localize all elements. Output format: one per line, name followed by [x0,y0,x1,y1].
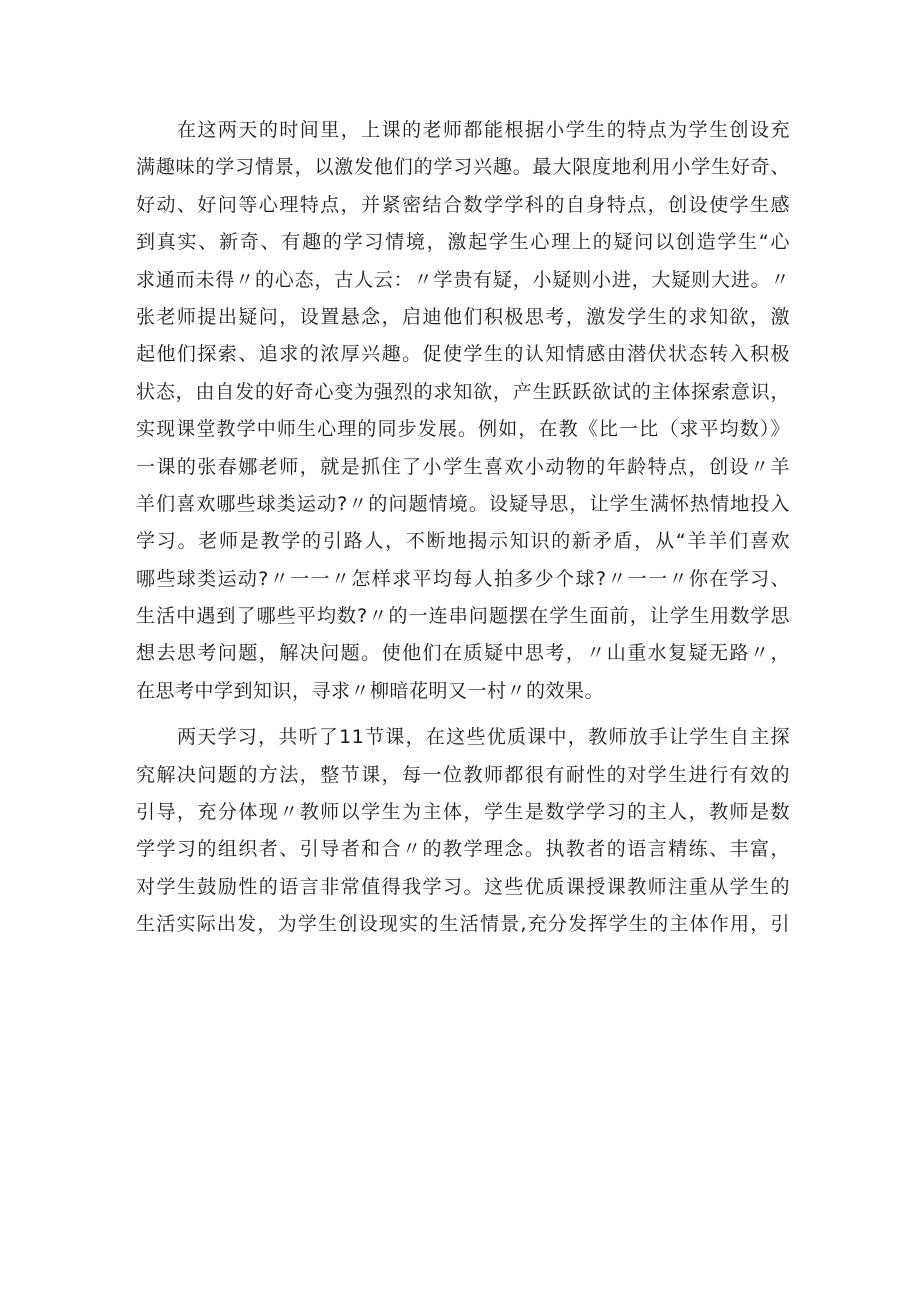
text-line: 哪些球类运动?〃一一〃怎样求平均每人拍多少个球?〃一一〃你在学习、 [136,567,790,590]
text-line: 对学生鼓励性的语言非常值得我学习。这些优质课授课教师注重从学生的 [136,875,790,898]
text-line: 学学习的组织者、引导者和合〃的教学理念。执教者的语言精练、丰富， [136,838,790,861]
text-line: 想去思考问题，解决问题。使他们在质疑中思考，〃山重水复疑无路〃， [136,642,790,665]
text-line: 学习。老师是教学的引路人，不断地揭示知识的新矛盾，从“羊羊们喜欢 [136,530,790,553]
text-line: 在这两天的时间里，上课的老师都能根据小学生的特点为学生创设充 [177,119,790,141]
text-line: 到真实、新奇、有趣的学习情境，激起学生心理上的疑问以创造学生“心 [136,231,790,254]
paragraph-1 [136,112,790,710]
text-line: 生活中遇到了哪些平均数?〃的一连串问题摆在学生面前，让学生用数学思 [136,605,790,628]
text-line: 一课的张春娜老师，就是抓住了小学生喜欢小动物的年龄特点，创设〃羊 [136,455,790,478]
text-line: 实现课堂教学中师生心理的同步发展。例如，在教《比一比（求平均数）》 [136,418,790,441]
document-body [136,112,790,944]
text-line: 在思考中学到知识，寻求〃柳暗花明又一村〃的效果。 [136,679,605,702]
text-line: 张老师提出疑问，设置悬念，启迪他们积极思考，激发学生的求知欲，激 [136,305,790,328]
text-line: 求通而未得〃的心态，古人云：〃学贵有疑，小疑则小进，大疑则大进。〃 [136,268,790,291]
text-line: 状态，由自发的好奇心变为强烈的求知欲，产生跃跃欲试的主体探索意识， [136,380,790,403]
text-line: 生活实际出发，为学生创设现实的生活情景,充分发挥学生的主体作用，引 [136,913,790,936]
paragraph-2 [136,719,790,943]
text-line: 起他们探索、追求的浓厚兴趣。促使学生的认知情感由潜伏状态转入积极 [136,343,790,366]
text-line: 两天学习，共听了11节课，在这些优质课中，教师放手让学生自主探 [177,726,790,749]
text-line: 满趣味的学习情景，以激发他们的学习兴趣。最大限度地利用小学生好奇、 [136,156,790,179]
text-line: 好动、好问等心理特点，并紧密结合数学学科的自身特点，创设使学生感 [136,193,790,216]
text-line: 究解决问题的方法，整节课，每一位教师都很有耐性的对学生进行有效的 [136,763,790,786]
text-line: 引导，充分体现〃教师以学生为主体，学生是数学学习的主人，教师是数 [136,801,790,824]
text-line: 羊们喜欢哪些球类运动?〃的问题情境。设疑导思，让学生满怀热情地投入 [136,492,790,515]
paragraph-spacer [136,710,790,719]
